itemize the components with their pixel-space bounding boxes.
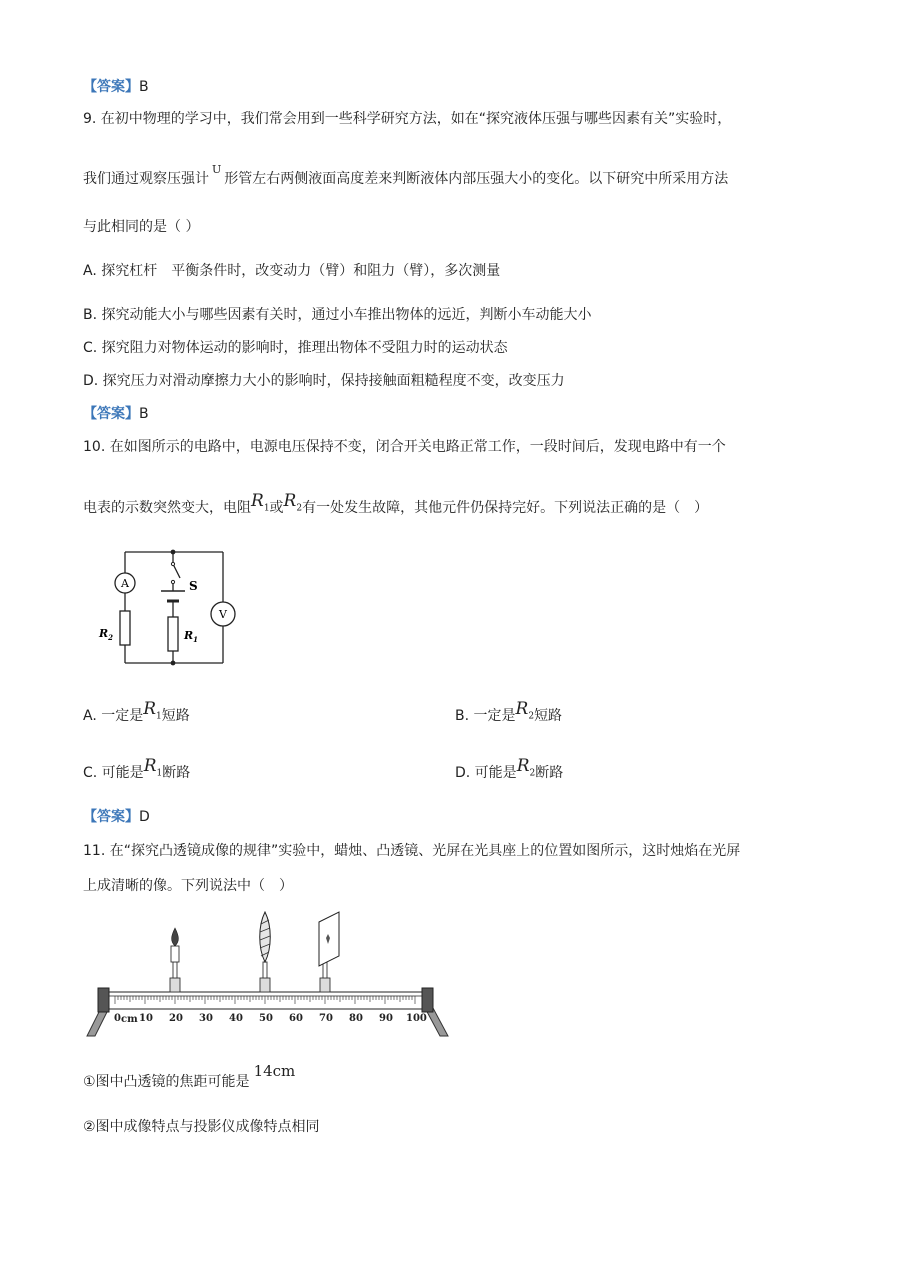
q10-option-a: A. 一定是$R_1$短路 [83, 699, 190, 724]
bench-rail [103, 992, 429, 1009]
scale-tick-label: 50 [259, 1013, 273, 1024]
convex-lens [260, 912, 271, 992]
q10-stem-line1: 10. 在如图所示的电路中，电源电压保持不变，闭合开关电路正常工作，一段时间后，发现电路中有一个 [83, 439, 726, 455]
scale-tick-label: 80 [349, 1013, 363, 1024]
scale-tick-label: 90 [379, 1013, 393, 1024]
voltmeter [211, 602, 235, 626]
q11-stem-line1: 11. 在“探究凸透镜成像的规律”实验中，蜡烛、凸透镜、光屏在光具座上的位置如图所示，这时烛焰在光屏 [83, 843, 741, 859]
q9-option-c: C. 探究阻力对物体运动的影响时，推理出物体不受阻力时的运动状态 [83, 340, 508, 356]
q10-option-c: C. 可能是$R_1$断路 [83, 756, 191, 781]
answer-line-q8 [83, 78, 149, 96]
q10-text: 电表的示数突然变大，电阻 [83, 500, 251, 516]
answer-value: D [139, 809, 150, 825]
r1-label: $R_1$ [184, 629, 199, 644]
circuit-diagram [95, 545, 245, 670]
answer-line-q9 [83, 405, 149, 423]
scale-tick-label: 30 [199, 1013, 213, 1024]
scale-tick-label: 10 [139, 1013, 153, 1024]
q10-text: 或 [269, 500, 284, 516]
q9-stem-line1: 9. 在初中物理的学习中，我们常会用到一些科学研究方法，如在“探究液体压强与哪些因素有关”实验时， [83, 111, 732, 127]
scale-unit-label: cm [121, 1014, 138, 1025]
switch-s [171, 550, 198, 593]
voltmeter-label: V [219, 608, 227, 621]
light-screen [319, 912, 339, 992]
scale-tick-label: 70 [319, 1013, 333, 1024]
q11-stem-line2: 上成清晰的像。下列说法中（ ） [83, 878, 293, 894]
ammeter-label: A [121, 577, 129, 590]
bench-right-end [422, 988, 433, 1012]
answer-label: 【答案】 [83, 809, 139, 825]
q10-option-d: D. 可能是$R_2$断路 [455, 756, 564, 781]
r2-symbol: $R_2$ [283, 491, 303, 514]
optical-bench-diagram [85, 908, 450, 1040]
q9-stem-line2 [83, 163, 729, 189]
q11-statement-1: ①图中凸透镜的焦距可能是14cm [83, 1062, 296, 1090]
u-symbol: U [212, 163, 222, 176]
q9-option-b: B. 探究动能大小与哪些因素有关时，通过小车推出物体的远近，判断小车动能大小 [83, 307, 592, 323]
focal-length-value: 14cm [253, 1062, 296, 1080]
answer-line-q10 [83, 808, 150, 826]
scale-tick-label: 20 [169, 1013, 183, 1024]
scale-tick-label: 40 [229, 1013, 243, 1024]
q9-option-a: A. 探究杠杆 平衡条件时，改变动力（臂）和阻力（臂），多次测量 [83, 263, 501, 279]
q9-option-d: D. 探究压力对滑动摩擦力大小的影响时，保持接触面粗糙程度不变，改变压力 [83, 373, 565, 389]
switch-label: S [189, 579, 198, 593]
r2-label: $R_2$ [99, 627, 114, 642]
resistor-r2 [98, 611, 130, 645]
answer-value: B [139, 79, 149, 95]
scale-tick-label: 0 [114, 1013, 121, 1024]
answer-label: 【答案】 [83, 79, 139, 95]
r1-symbol: $R_1$ [251, 491, 270, 514]
battery [161, 591, 185, 601]
answer-label: 【答案】 [83, 406, 139, 422]
answer-value: B [139, 406, 149, 422]
q11-statement-2: ②图中成像特点与投影仪成像特点相同 [83, 1119, 320, 1135]
scale-tick-label: 60 [289, 1013, 303, 1024]
q10-option-b: B. 一定是$R_2$短路 [455, 699, 563, 724]
ammeter [115, 573, 135, 593]
q9-text: 形管左右两侧液面高度差来判断液体内部压强大小的变化。以下研究中所采用方法 [224, 171, 729, 187]
bench-left-end [98, 988, 109, 1012]
q10-text: 有一处发生故障，其他元件仍保持完好。下列说法正确的是（ ） [302, 500, 709, 516]
q9-text: 我们通过观察压强计 [83, 171, 209, 187]
q9-stem-line3: 与此相同的是（ ） [83, 219, 200, 235]
candle [170, 928, 180, 992]
scale-tick-label: 100 [406, 1013, 427, 1024]
q10-stem-line2 [83, 491, 709, 523]
